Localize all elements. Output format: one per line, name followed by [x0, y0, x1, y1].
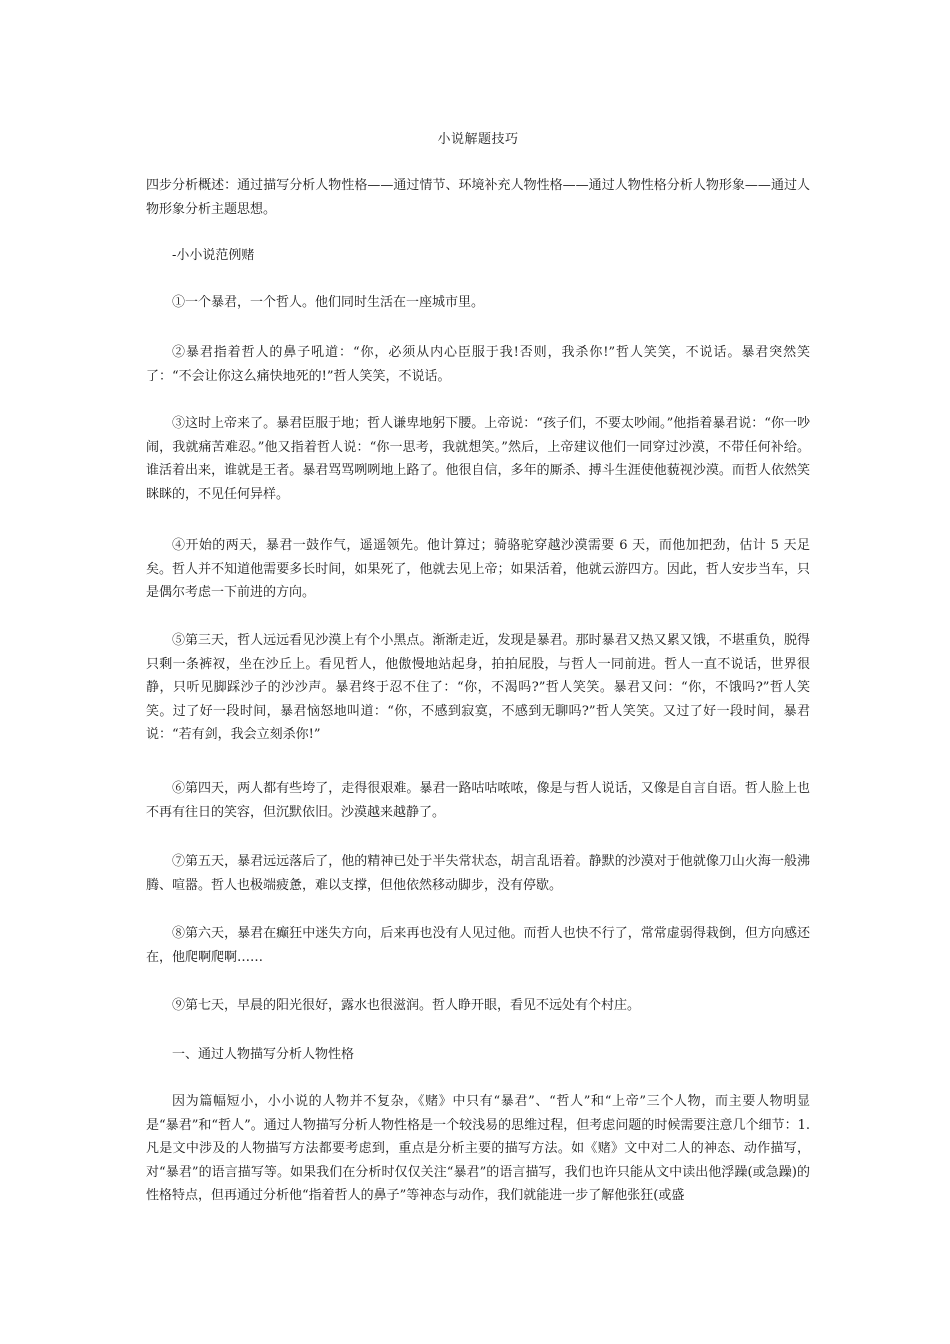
- example-heading: -小小说范例赌: [172, 248, 255, 263]
- section-1-body: 因为篇幅短小，小小说的人物并不复杂，《赌》中只有“暴君”、“哲人”和“上帝”三个人物，而主要人物明显是“暴君”和“哲人”。通过人物描写分析人物性格是一个较浅易的思维过程，但考虑问题的时候需要注意几个细节：1.凡是文中涉及的人物描写方法都要考虑到，重点是分析主要的描写方法。如《赌》文中对二人的神态、动作描写，对“暴君”的语言描写等。如果我们在分析时仅仅关注“暴君”的语言描写，我们也许只能从文中读出他浮躁(或急躁)的性格特点，但再通过分析他“指着哲人的鼻子”等神态与动作，我们就能进一步了解他张狂(或盛: [146, 1094, 810, 1203]
- overview-paragraph: 四步分析概述：通过描写分析人物性格——通过情节、环境补充人物性格——通过人物性格分析人物形象——通过人物形象分析主题思想。: [146, 178, 810, 217]
- document-title: 小说解题技巧: [437, 132, 519, 147]
- paragraph-5: ⑤第三天，哲人远远看见沙漠上有个小黑点。渐渐走近，发现是暴君。那时暴君又热又累又饿，不堪重负，脱得只剩一条裤衩，坐在沙丘上。看见哲人，他傲慢地站起身，拍拍屁股，与哲人一同前进。哲人一直不说话，世界很静，只听见脚踩沙子的沙沙声。暴君终于忍不住了：“你，不渴吗?”哲人笑笑。暴君又问：“你，不饿吗?”哲人笑笑。过了好一段时间，暴君恼怒地叫道：“你，不感到寂寞，不感到无聊吗?”哲人笑笑。又过了好一段时间，暴君说：“若有剑，我会立刻杀你!”: [146, 633, 810, 742]
- paragraph-6: ⑥第四天，两人都有些垮了，走得很艰难。暴君一路咕咕哝哝，像是与哲人说话，又像是自言自语。哲人脸上也不再有往日的笑容，但沉默依旧。沙漠越来越静了。: [146, 781, 810, 820]
- paragraph-3: ③这时上帝来了。暴君臣服于地；哲人谦卑地躬下腰。上帝说：“孩子们，不要太吵闹。”他指着暴君说：“你一吵闹，我就痛苦难忍。”他又指着哲人说：“你一思考，我就想笑。”然后，上帝建议他们一同穿过沙漠，不带任何补给。谁活着出来，谁就是王者。暴君骂骂咧咧地上路了。他很自信，多年的厮杀、搏斗生涯使他藐视沙漠。而哲人依然笑眯眯的，不见任何异样。: [146, 416, 810, 502]
- paragraph-7: ⑦第五天，暴君远远落后了，他的精神已处于半失常状态，胡言乱语着。静默的沙漠对于他就像刀山火海一般沸腾、喧嚣。哲人也极端疲惫，难以支撑，但他依然移动脚步，没有停歇。: [146, 854, 810, 893]
- paragraph-2: ②暴君指着哲人的鼻子吼道：“你，必须从内心臣服于我!否则，我杀你!”哲人笑笑，不说话。暴君突然笑了：“不会让你这么痛快地死的!”哲人笑笑，不说话。: [146, 345, 810, 384]
- paragraph-8: ⑧第六天，暴君在癫狂中迷失方向，后来再也没有人见过他。而哲人也快不行了，常常虚弱得栽倒，但方向感还在，他爬啊爬啊……: [146, 926, 810, 965]
- paragraph-1: ①一个暴君，一个哲人。他们同时生活在一座城市里。: [172, 295, 485, 310]
- section-1-heading: 一、通过人物描写分析人物性格: [172, 1047, 355, 1062]
- paragraph-9: ⑨第七天，早晨的阳光很好，露水也很滋润。哲人睁开眼，看见不远处有个村庄。: [172, 998, 641, 1013]
- paragraph-4: ④开始的两天，暴君一鼓作气，遥遥领先。他计算过；骑骆驼穿越沙漠需要 6 天，而他加把劲，估计 5 天足矣。哲人并不知道他需要多长时间，如果死了，他就去见上帝；如果活着，他就云游四方。因此，哲人安步当车，只是偶尔考虑一下前进的方向。: [146, 538, 810, 600]
